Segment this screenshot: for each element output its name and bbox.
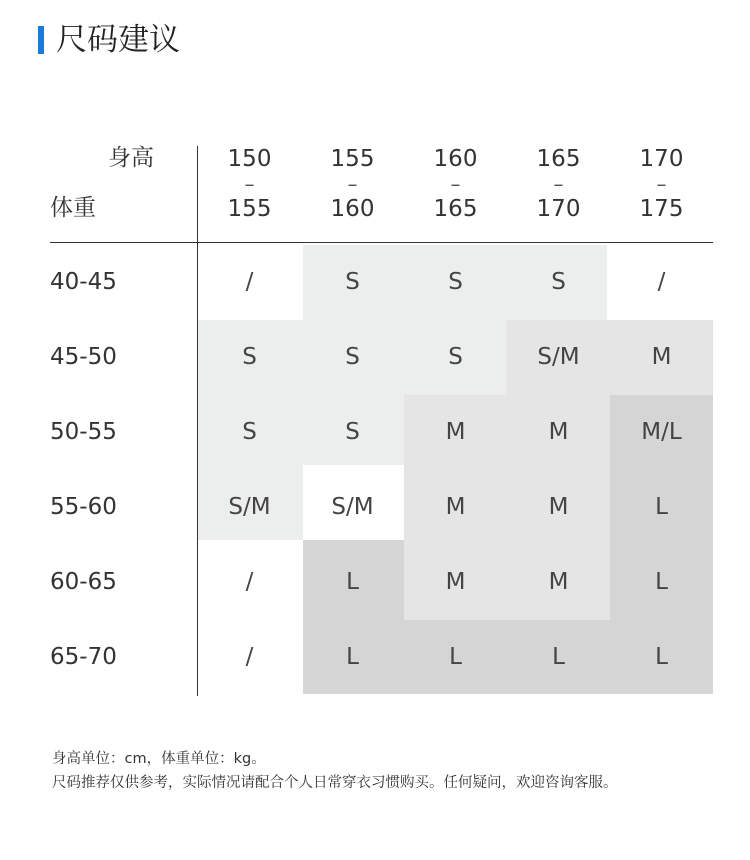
- height-range-dash: –: [553, 172, 564, 196]
- height-column-header: [198, 145, 301, 223]
- size-cell: M: [548, 494, 569, 520]
- height-column-header: [507, 145, 610, 223]
- size-cell: M: [445, 494, 466, 520]
- weight-row-label: 55-60: [50, 494, 117, 520]
- size-cell: S: [551, 269, 566, 295]
- size-cell: /: [657, 269, 666, 295]
- height-range-start: 165: [536, 146, 581, 172]
- size-cell: L: [655, 569, 668, 595]
- height-range-dash: –: [244, 172, 255, 196]
- size-cell: /: [245, 569, 254, 595]
- header-divider-horizontal: [50, 242, 713, 243]
- size-cell: L: [346, 569, 359, 595]
- size-cell: S: [345, 344, 360, 370]
- weight-row-label: 45-50: [50, 344, 117, 370]
- size-cell: M: [445, 569, 466, 595]
- size-cell: S: [345, 419, 360, 445]
- size-cell: M: [445, 419, 466, 445]
- height-range-end: 170: [536, 196, 581, 222]
- disclaimer-note: 尺码推荐仅供参考，实际情况请配合个人日常穿衣习惯购买。任何疑问，欢迎咨询客服。: [52, 775, 618, 791]
- size-cell: S: [448, 269, 463, 295]
- height-range-dash: –: [450, 172, 461, 196]
- height-column-header: [301, 145, 404, 223]
- weight-row-label: 50-55: [50, 419, 117, 445]
- height-range-start: 160: [433, 146, 478, 172]
- height-range-dash: –: [347, 172, 358, 196]
- height-column-header: [610, 145, 713, 223]
- size-cell: M: [548, 569, 569, 595]
- weight-row-label: 40-45: [50, 269, 117, 295]
- size-cell: S/M: [537, 344, 580, 370]
- height-range-start: 170: [639, 146, 684, 172]
- height-range-start: 155: [330, 146, 375, 172]
- size-cell: S: [242, 419, 257, 445]
- unit-note: 身高单位：cm，体重单位：kg。: [52, 751, 266, 767]
- size-cell: L: [655, 644, 668, 670]
- size-cell: S: [242, 344, 257, 370]
- size-cell: L: [655, 494, 668, 520]
- weight-row-label: 60-65: [50, 569, 117, 595]
- size-cell: M: [651, 344, 672, 370]
- weight-header-label: 体重: [50, 195, 96, 221]
- size-cell: L: [449, 644, 462, 670]
- height-range-end: 155: [227, 196, 272, 222]
- size-cell: S/M: [331, 494, 374, 520]
- size-cell: M/L: [641, 419, 682, 445]
- page-title: 尺码建议: [56, 22, 180, 58]
- height-range-end: 165: [433, 196, 478, 222]
- size-cell: L: [346, 644, 359, 670]
- height-range-start: 150: [227, 146, 272, 172]
- weight-row-label: 65-70: [50, 644, 117, 670]
- size-cell: S/M: [228, 494, 271, 520]
- size-cell: M: [548, 419, 569, 445]
- height-range-end: 160: [330, 196, 375, 222]
- size-cell: /: [245, 269, 254, 295]
- size-cell: S: [448, 344, 463, 370]
- size-cell: /: [245, 644, 254, 670]
- height-range-dash: –: [656, 172, 667, 196]
- size-cell: S: [345, 269, 360, 295]
- height-header-label: 身高: [108, 145, 154, 171]
- height-column-header: [404, 145, 507, 223]
- header-divider-vertical: [197, 146, 198, 696]
- size-cell: L: [552, 644, 565, 670]
- height-range-end: 175: [639, 196, 684, 222]
